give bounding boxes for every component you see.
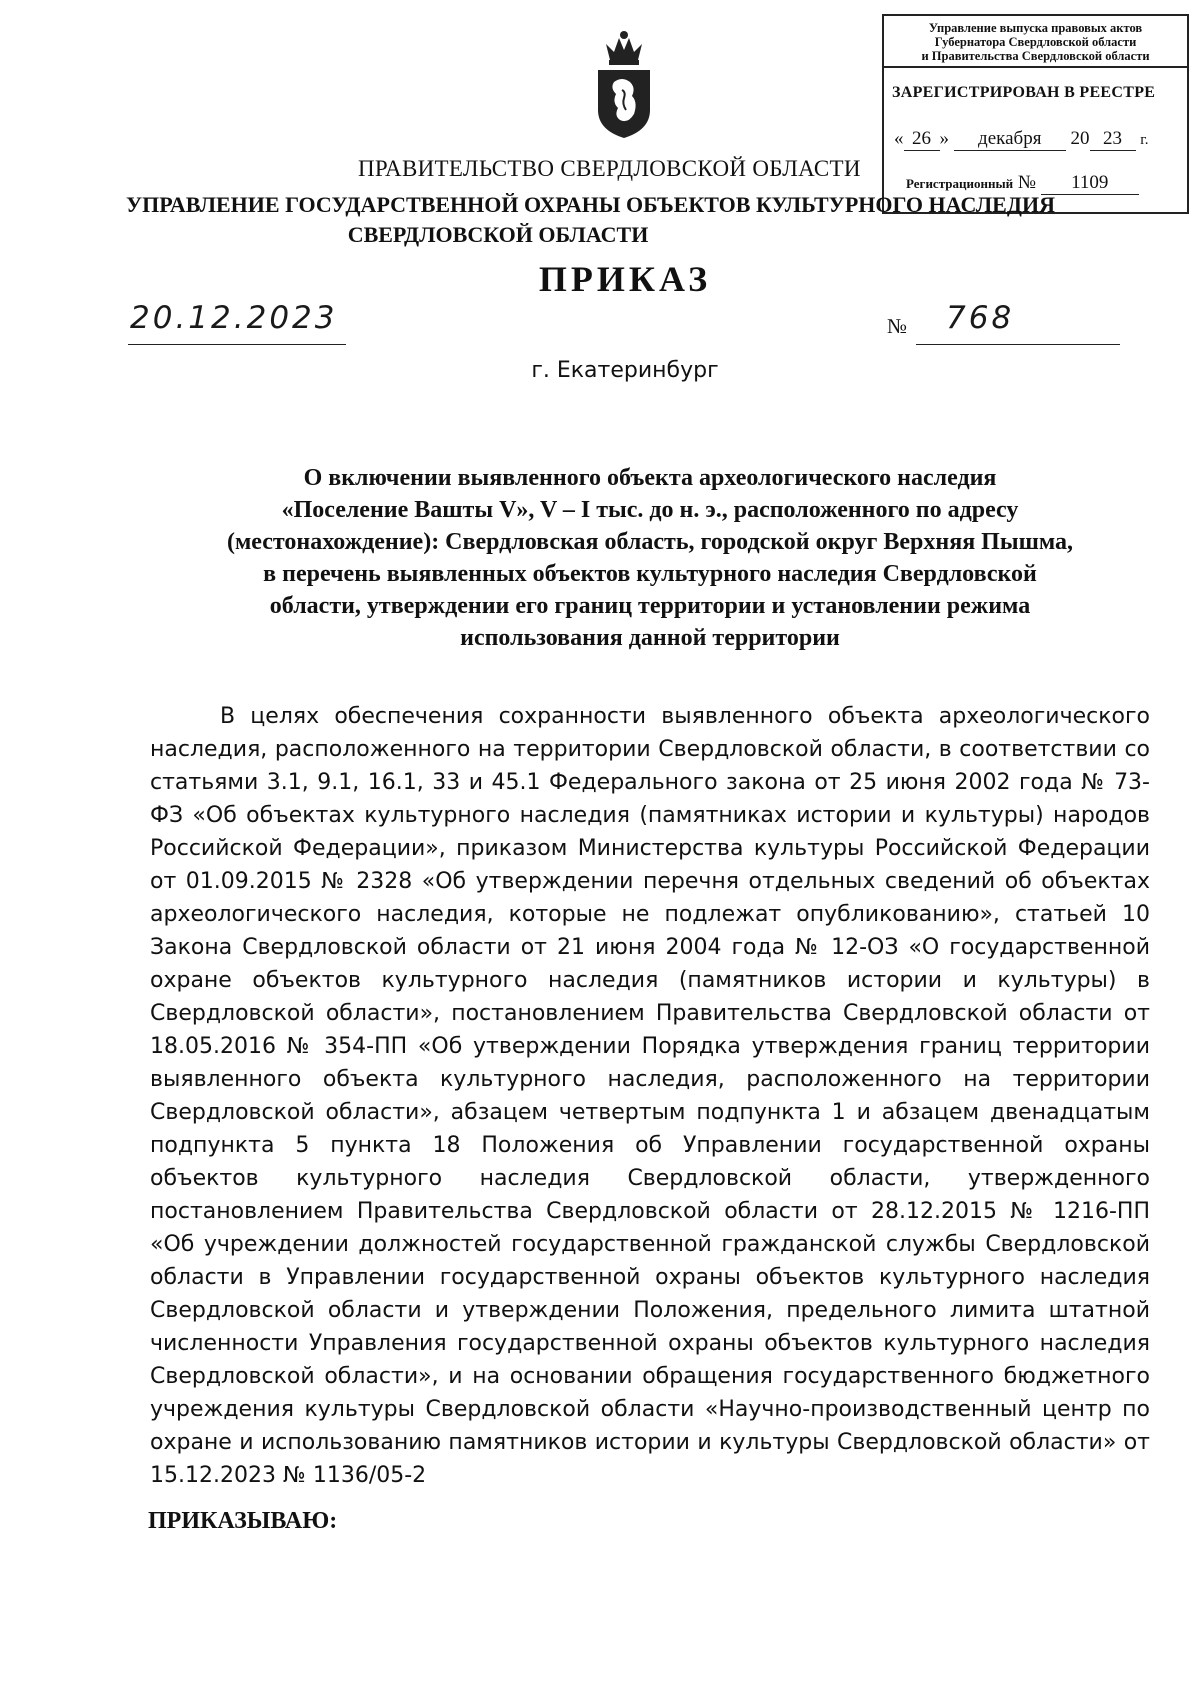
stamp-header-line3: и Правительства Свердловской области	[921, 49, 1150, 63]
handwritten-number-field	[916, 300, 1120, 345]
stamp-header-line2: Губернатора Свердловской области	[934, 35, 1137, 49]
city-name: г. Екатеринбург	[531, 358, 719, 383]
subject-line1: О включении выявленного объекта археологического наследия	[303, 465, 997, 491]
stamp-registered-label: ЗАРЕГИСТРИРОВАН В РЕЕСТРЕ	[892, 84, 1156, 101]
stamp-quote-close: »	[939, 128, 949, 149]
stamp-year-suffix: 23	[1090, 128, 1136, 151]
government-name: ПРАВИТЕЛЬСТВО СВЕРДЛОВСКОЙ ОБЛАСТИ	[358, 156, 861, 181]
handwritten-date: 20.12.2023	[130, 300, 338, 336]
stamp-year-abbr: г.	[1140, 132, 1149, 148]
stamp-reg-label: Регистрационный	[906, 176, 1014, 191]
subject-line6: использования данной территории	[460, 625, 840, 651]
stamp-date	[894, 128, 1148, 151]
subject-line2: «Поселение Вашты V», V – I тыс. до н. э., расположенного по адресу	[281, 497, 1019, 523]
stamp-month: декабря	[954, 128, 1066, 151]
stamp-header	[884, 16, 1187, 68]
document-type-title: ПРИКАЗ	[538, 259, 712, 299]
stamp-header-line1: Управление выпуска правовых актов	[928, 21, 1143, 35]
stamp-quote-open: «	[894, 128, 904, 149]
handwritten-number: 768	[946, 300, 1015, 336]
stamp-year-prefix: 20	[1070, 128, 1090, 149]
coat-of-arms-icon	[592, 30, 656, 142]
stamp-reg-number: 1109	[1041, 172, 1139, 195]
order-directive: ПРИКАЗЫВАЮ:	[148, 1508, 338, 1534]
subject-line3: (местонахождение): Свердловская область, городской округ Верхняя Пышма,	[226, 529, 1074, 555]
preamble-paragraph: В целях обеспечения сохранности выявленного объекта археологического наследия, расположенного на территории Свердловской области, в соответствии со статьями 3.1, 9.1, 16.1, 33 и 45.1 Федерального закона от 25 июня 2002 года № 73-ФЗ «Об объектах культурного наследия (памятниках истории и культуры) народов Российской Федерации», приказом Министерства культуры Российской Федерации от 01.09.2015 № 2328 «Об утверждении перечня отдельных сведений об объектах археологического наследия, которые не подлежат опубликованию», статьей 10 Закона Свердловской области от 21 июня 2004 года № 12-ОЗ «О государственной охране объектов культурного наследия (памятников истории и культуры) в Свердловской области», постановлением Правительства Свердловской области от 18.05.2016 № 354-ПП «Об утверждении Порядка утверждения границ территории выявленного объекта культурного наследия, расположенного на территории Свердловской области», абзацем четвертым подпункта 1 и абзацем двенадцатым подпункта 5 пункта 18 Положения об Управлении государственной охраны объектов культурного наследия Свердловской области, утвержденного постановлением Правительства Свердловской области от 28.12.2015 № 1216-ПП «Об учреждении должностей государственной гражданской службы Свердловской области в Управлении государственной охраны объектов культурного наследия Свердловской области и утверждении Положения, предельного лимита штатной численности Управления государственной охраны объектов культурного наследия Свердловской области», и на основании обращения государственного бюджетного учреждения культуры Свердловской области «Научно-производственный центр по охране и использованию памятников истории и культуры Свердловской области» от 15.12.2023 № 1136/05-2	[150, 704, 1150, 1488]
department-name-line2: СВЕРДЛОВСКОЙ ОБЛАСТИ	[347, 222, 649, 247]
stamp-day: 26	[904, 128, 940, 151]
subject-line5: области, утверждении его границ территории и установлении режима	[269, 593, 1031, 619]
registration-stamp	[882, 14, 1189, 214]
department-name	[126, 190, 1055, 250]
stamp-num-sign: №	[1017, 172, 1036, 193]
handwritten-date-field	[128, 300, 346, 345]
subject-line4: в перечень выявленных объектов культурного наследия Свердловской	[263, 561, 1037, 587]
department-name-line1: УПРАВЛЕНИЕ ГОСУДАРСТВЕННОЙ ОХРАНЫ ОБЪЕКТОВ КУЛЬТУРНОГО НАСЛЕДИЯ	[126, 192, 1055, 217]
order-subject	[150, 462, 1150, 654]
number-sign: №	[887, 314, 908, 338]
